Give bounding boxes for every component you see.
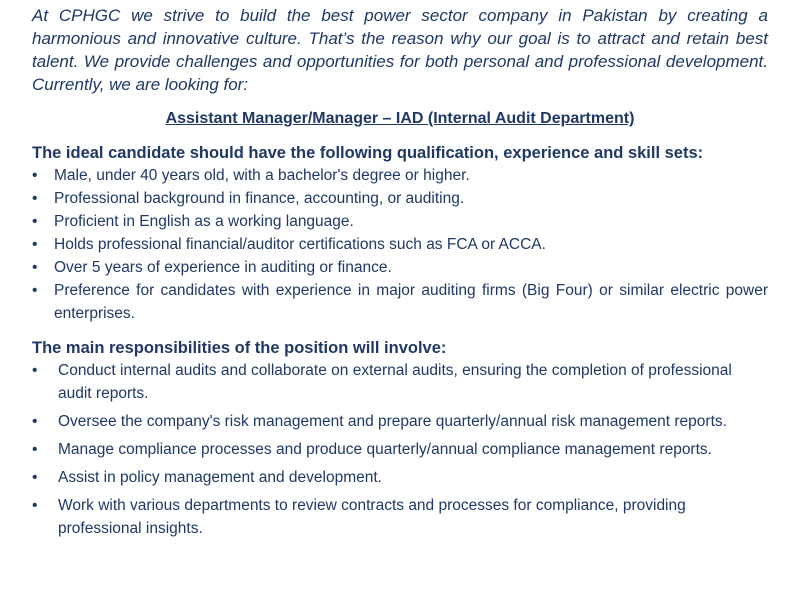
list-item [32, 359, 768, 405]
bullet-icon: • [32, 362, 38, 379]
bullet-icon: • [32, 497, 38, 514]
list-item [32, 494, 768, 540]
list-item-text: Preference for candidates with experience in major auditing firms (Big Four) or similar electric power enterprises. [54, 282, 768, 322]
list-item [32, 256, 768, 279]
bullet-icon: • [32, 413, 38, 430]
list-item [32, 466, 768, 489]
qualifications-heading: The ideal candidate should have the following qualification, experience and skill sets: [32, 144, 704, 162]
list-item-text: Manage compliance processes and produce quarterly/annual compliance management reports. [58, 441, 712, 458]
list-item-text: Male, under 40 years old, with a bachelor's degree or higher. [54, 167, 470, 184]
list-item [32, 210, 768, 233]
responsibilities-list [32, 359, 768, 540]
list-item-text: Conduct internal audits and collaborate on external audits, ensuring the completion of professional audit reports. [58, 362, 732, 402]
list-item [32, 410, 768, 433]
bullet-icon: • [32, 236, 38, 253]
list-item [32, 164, 768, 187]
list-item-text: Proficient in English as a working language. [54, 213, 354, 230]
qualifications-list [32, 164, 768, 325]
list-item-text: Professional background in finance, accounting, or auditing. [54, 190, 465, 207]
list-item [32, 279, 768, 325]
list-item-text: Oversee the company's risk management and prepare quarterly/annual risk management reports. [58, 413, 727, 430]
list-item [32, 187, 768, 210]
responsibilities-heading: The main responsibilities of the position will involve: [32, 339, 447, 357]
bullet-icon: • [32, 282, 38, 299]
bullet-icon: • [32, 259, 38, 276]
bullet-icon: • [32, 469, 38, 486]
list-item [32, 438, 768, 461]
list-item-text: Work with various departments to review contracts and processes for compliance, providing professional insights. [58, 497, 686, 537]
bullet-icon: • [32, 441, 38, 458]
list-item-text: Over 5 years of experience in auditing or finance. [54, 259, 392, 276]
bullet-icon: • [32, 190, 38, 207]
list-item [32, 233, 768, 256]
list-item-text: Assist in policy management and development. [58, 469, 382, 486]
intro-paragraph: At CPHGC we strive to build the best power sector company in Pakistan by creating a harmonious and innovative culture. That’s the reason why our goal is to attract and retain best talent. We provide challenges and opportunities for both personal and professional development. Currently, we are looking for: [32, 6, 768, 94]
job-posting-document [32, 0, 768, 545]
bullet-icon: • [32, 167, 38, 184]
job-title: Assistant Manager/Manager – IAD (Internal Audit Department) [165, 110, 635, 127]
list-item-text: Holds professional financial/auditor certifications such as FCA or ACCA. [54, 236, 546, 253]
bullet-icon: • [32, 213, 38, 230]
